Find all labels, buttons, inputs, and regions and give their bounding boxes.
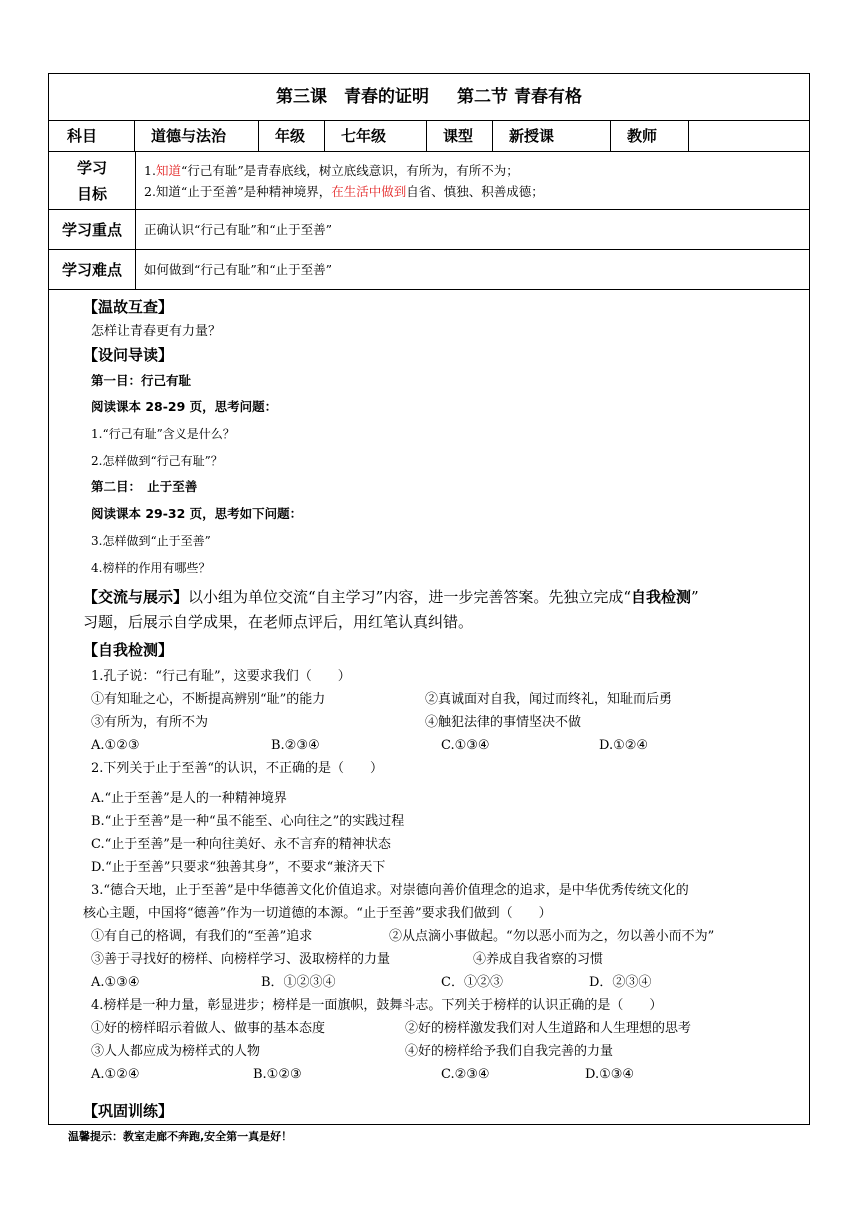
- key-row: [49, 210, 809, 250]
- q4-option-1: ①好的榜样昭示着做人、做事的基本态度: [91, 1021, 326, 1036]
- guide-part2-read: 阅读课本 29-32 页，思考如下问题：: [91, 506, 303, 521]
- q2-choice-d: D.“止于至善”只要求“独善其身”，不要求“兼济天下: [91, 860, 386, 875]
- review-question: 怎样让青春更有力量？: [91, 324, 222, 339]
- goal-2: 2.知道“止于至善”是种精神境界，在生活中做到自省、慎独、积善成德；: [144, 183, 544, 199]
- guide-part1-title: 第一目：行己有耻: [91, 373, 192, 388]
- q3-choice-a: A.①③④: [91, 975, 140, 990]
- q4-choice-d: D.①③④: [585, 1067, 635, 1082]
- goals-row: [49, 152, 809, 210]
- q3-option-4: ④养成自我省察的习惯: [473, 952, 604, 967]
- guide-q4: 4.榜样的作用有哪些？: [91, 561, 211, 575]
- q1-stem: 1.孔子说：“行己有耻”，这要求我们（ ）: [91, 669, 351, 684]
- q1-choice-d: D.①②④: [599, 738, 649, 753]
- goals-label: 学习 目标: [49, 152, 136, 209]
- guide-q1: 1.“行己有耻”含义是什么？: [91, 427, 235, 441]
- q4-stem: 4.榜样是一种力量，彰显进步；榜样是一面旗帜，鼓舞斗志。下列关于榜样的认识正确的是（ ）: [91, 998, 663, 1013]
- type-label: 课型: [427, 121, 493, 151]
- q3-choice-c: C．①②③: [441, 975, 503, 990]
- guide-q3: 3.怎样做到“止于至善”: [91, 534, 211, 548]
- q3-option-3: ③善于寻找好的榜样、向榜样学习、汲取榜样的力量: [91, 952, 391, 967]
- grade-value: 七年级: [325, 121, 427, 151]
- q1-option-2: ②真诚面对自我，闻过而终礼，知耻而后勇: [425, 692, 673, 707]
- q4-option-4: ④好的榜样给予我们自我完善的力量: [405, 1044, 614, 1059]
- q2-choice-b: B.“止于至善”是一种“虽不能至、心向往之”的实践过程: [91, 814, 405, 829]
- exchange-line1: 【交流与展示】以小组为单位交流“自主学习”内容，进一步完善答案。先独立完成“自我检测”: [83, 588, 699, 606]
- goals-value: [144, 152, 805, 209]
- q3-option-1: ①有自己的格调，有我们的“至善”追求: [91, 929, 313, 944]
- q1-option-4: ④触犯法律的事情坚决不做: [425, 715, 582, 730]
- key-value: 正确认识“行己有耻”和“止于至善”: [144, 222, 333, 237]
- q4-choice-b: B.①②③: [253, 1067, 302, 1082]
- teacher-label: 教师: [611, 121, 689, 151]
- q2-choice-c: C.“止于至善”是一种向往美好、永不言弃的精神状态: [91, 837, 391, 852]
- q4-choice-c: C.②③④: [441, 1067, 490, 1082]
- type-value: 新授课: [493, 121, 611, 151]
- key-label: 学习重点: [49, 210, 136, 249]
- q3-choice-b: B．①②③④: [261, 975, 336, 990]
- q2-stem: 2.下列关于止于至善“的认识，不正确的是（ ）: [91, 761, 384, 776]
- guide-part2-title: 第二目： 止于至善: [91, 479, 198, 494]
- review-heading: 【温故互查】: [83, 298, 174, 316]
- q4-option-3: ③人人都应成为榜样式的人物: [91, 1044, 261, 1059]
- q1-choice-a: A.①②③: [91, 738, 140, 753]
- q3-stem-line2: 核心主题，中国将“德善”作为一切道德的本源。“止于至善”要求我们做到（ ）: [83, 906, 552, 921]
- teacher-value: [689, 121, 809, 151]
- subject-label: 科目: [49, 121, 135, 151]
- difficulty-row: [49, 250, 809, 290]
- difficulty-label: 学习难点: [49, 250, 136, 289]
- grade-label: 年级: [259, 121, 325, 151]
- worksheet-body: [49, 290, 809, 1124]
- guide-q2: 2.怎样做到“行己有耻”？: [91, 454, 223, 468]
- guide-part1-read: 阅读课本 28-29 页，思考问题：: [91, 399, 278, 414]
- q1-choice-b: B.②③④: [271, 738, 320, 753]
- q1-option-3: ③有所为，有所不为: [91, 715, 209, 730]
- q2-choice-a: A.“止于至善”是人的一种精神境界: [91, 791, 287, 806]
- q4-option-2: ②好的榜样激发我们对人生道路和人生理想的思考: [405, 1021, 692, 1036]
- section-title: 第二节 青春有格: [457, 87, 582, 107]
- subject-value: 道德与法治: [135, 121, 259, 151]
- q3-option-2: ②从点滴小事做起。“勿以恶小而为之，勿以善小而不为”: [389, 929, 715, 944]
- q1-choice-c: C.①③④: [441, 738, 490, 753]
- difficulty-value: 如何做到“行己有耻”和“止于至善”: [144, 262, 333, 277]
- guide-heading: 【设问导读】: [83, 346, 174, 364]
- meta-row: [49, 121, 809, 152]
- footer-tip: 温馨提示：教室走廊不奔跑,安全第一真是好！: [68, 1130, 293, 1143]
- q3-choice-d: D．②③④: [589, 975, 652, 990]
- worksheet-table: [48, 73, 810, 1125]
- consolidate-heading: 【巩固训练】: [83, 1102, 174, 1120]
- exchange-line2: 习题，后展示自学成果，在老师点评后，用红笔认真纠错。: [83, 613, 474, 631]
- goal-1: 1.知道“行己有耻”是青春底线，树立底线意识，有所为，有所不为；: [144, 162, 519, 178]
- q4-choice-a: A.①②④: [91, 1067, 140, 1082]
- q1-option-1: ①有知耻之心，不断提高辨别“耻”的能力: [91, 692, 326, 707]
- selftest-heading: 【自我检测】: [83, 641, 174, 659]
- page-title: [49, 74, 809, 121]
- lesson-title: 第三课 青春的证明: [276, 87, 430, 107]
- q3-stem-line1: 3.“德合天地，止于至善”是中华德善文化价值追求。对崇德向善价值理念的追求，是中华优秀传统文化的: [91, 883, 689, 898]
